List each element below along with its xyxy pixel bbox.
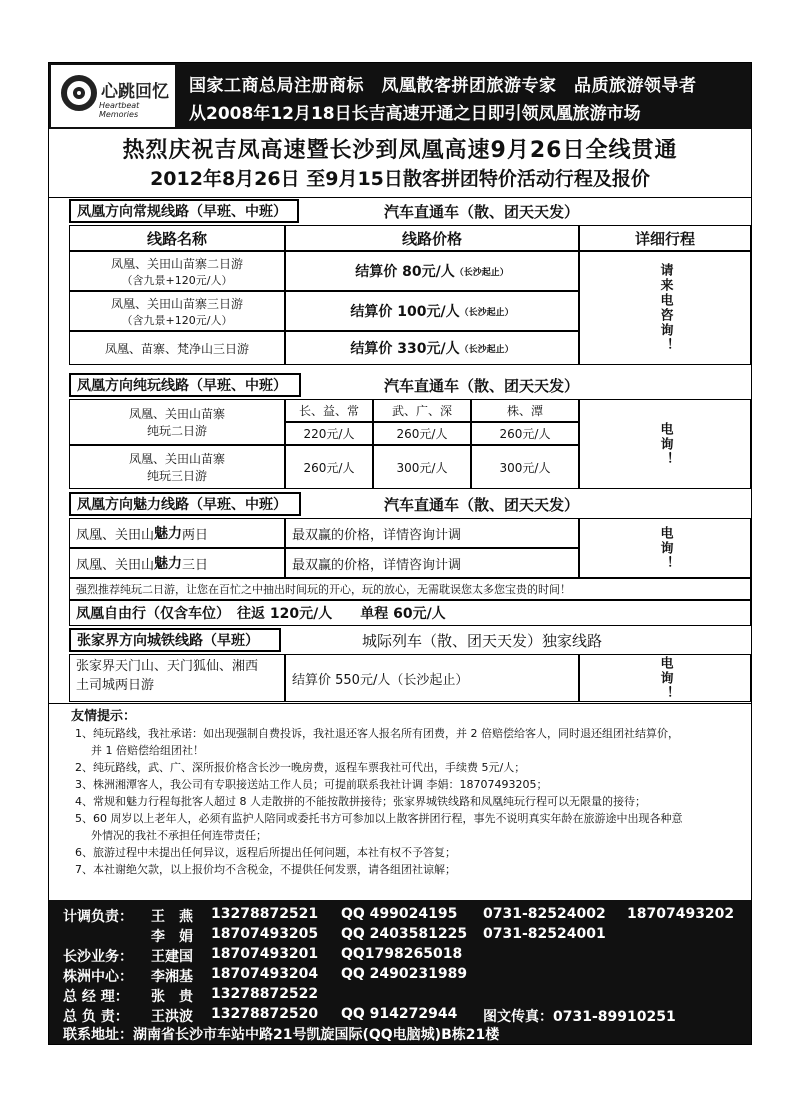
contact-role: 总 经 理： — [63, 989, 129, 1005]
contact-tel: 0731-82524001 — [483, 926, 606, 942]
section2-label: 凤凰方向纯玩线路（早班、中班） — [69, 373, 301, 397]
logo-subtitle: Heartbeat Memories — [99, 101, 140, 119]
tip-item: 7、本社谢绝欠款，以上报价均不含税金，不提供任何发票，请各组团社谅解； — [75, 863, 456, 876]
header-banner — [49, 63, 751, 129]
route-row — [69, 399, 285, 445]
route-price — [285, 331, 579, 365]
route-name: 凤凰、关田山 — [76, 557, 155, 573]
logo-name: 心跳回忆 — [101, 82, 169, 102]
contact-name: 王洪波 — [151, 1009, 193, 1025]
price-value: 结算价 330元/人 — [350, 341, 460, 357]
route-price: 最双赢的价格，详情咨询计调 — [285, 548, 579, 578]
route-name: 凤凰、关田山 — [76, 527, 155, 543]
sub-title: 2012年8月26日 至9月15日散客拼团特价活动行程及报价 — [150, 168, 650, 190]
route-row — [69, 518, 285, 548]
contact-qq: QQ 2490231989 — [341, 966, 468, 982]
city-group: 武、广、深 — [373, 399, 471, 422]
route-name: 凤凰、关田山苗寨三日游 — [110, 296, 243, 311]
contact-name: 张 贵 — [151, 989, 193, 1005]
contact-name: 王建国 — [151, 949, 193, 965]
route-name: 凤凰、关田山苗寨 — [128, 452, 225, 466]
route-row — [69, 548, 285, 578]
detail-cell — [579, 399, 751, 489]
recommend-note: 强烈推荐纯玩二日游，让您在百忙之中抽出时间玩的开心，玩的放心，无需耽误您太多您宝贵的时间！ — [69, 578, 751, 600]
route-price — [285, 291, 579, 331]
price-cell: 300元/人 — [471, 445, 579, 489]
flyer — [48, 62, 752, 1045]
price-cell: 260元/人 — [373, 422, 471, 445]
contact-phone: 13278872522 — [211, 986, 319, 1002]
contact-name: 李 娟 — [151, 929, 193, 945]
route-price: 结算价 550元/人（长沙起止） — [285, 654, 579, 702]
contact-phone: 18707493205 — [211, 926, 319, 942]
contact-phone: 13278872520 — [211, 1006, 319, 1022]
tip-item: 外情况的我社不承担任何连带责任； — [91, 829, 267, 842]
route-sub: （含九景+120元/人） — [121, 273, 233, 287]
tips-block — [49, 708, 751, 878]
route-row — [69, 445, 285, 489]
tip-item: 3、株洲湘潭客人，我公司有专职接送站工作人员；可提前联系我社计调 李娟：18707493205； — [75, 778, 548, 791]
route-name: 凤凰、关田山苗寨 — [128, 407, 225, 421]
route-highlight: 魅力 — [154, 556, 183, 572]
price-cell: 260元/人 — [471, 422, 579, 445]
section3-label: 凤凰方向魅力线路（早班、中班） — [69, 492, 301, 516]
price-value: 结算价 80元/人 — [355, 264, 455, 280]
section4-transport: 城际列车（散、团天天发）独家线路 — [362, 631, 603, 650]
tip-item: 并 1 倍赔偿给组团社！ — [91, 744, 204, 757]
contact-role: 计调负责： — [63, 909, 133, 925]
contact-phone: 18707493204 — [211, 966, 319, 982]
contact-fax: 图文传真：0731-89910251 — [483, 1009, 676, 1025]
price-cell: 260元/人 — [285, 445, 373, 489]
tip-item: 1、纯玩路线，我社承诺：如出现强制自费投诉，我社退还客人报名所有团费，并 2 倍赔偿给客人，同时退还组团社结算价， — [75, 727, 679, 740]
contact-qq: QQ 914272944 — [341, 1006, 458, 1022]
main-title: 热烈庆祝吉凤高速暨长沙到凤凰高速9月26日全线贯通 — [122, 138, 678, 163]
contact-extra: 18707493202 — [627, 906, 735, 922]
detail-text: 电询！ — [657, 525, 673, 571]
price-cell: 300元/人 — [373, 445, 471, 489]
price-note: （长沙起止） — [459, 307, 514, 318]
route-price — [285, 251, 579, 291]
price-cell: 220元/人 — [285, 422, 373, 445]
slogan-line-1: 国家工商总局注册商标 凤凰散客拼团旅游专家 品质旅游领导者 — [189, 76, 697, 96]
section4-label: 张家界方向城铁线路（早班） — [69, 628, 281, 652]
route-row — [69, 654, 285, 702]
contact-block — [49, 900, 751, 1044]
city-group: 株、潭 — [471, 399, 579, 422]
contact-name: 李湘基 — [151, 969, 193, 985]
contact-phone: 18707493201 — [211, 946, 319, 962]
route-days: 两日 — [182, 527, 209, 543]
section3-transport: 汽车直通车（散、团天天发） — [384, 495, 580, 514]
route-name: 凤凰、关田山苗寨二日游 — [110, 256, 243, 271]
price-value: 结算价 100元/人 — [350, 304, 460, 320]
detail-cell — [579, 654, 751, 702]
contact-role: 长沙业务： — [63, 949, 133, 965]
contact-tel: 0731-82524002 — [483, 906, 606, 922]
route-row — [69, 331, 285, 365]
price-note: （长沙起止） — [459, 344, 514, 355]
tip-item: 5、60 周岁以上老年人，必须有监护人陪同或委托书方可参加以上散客拼团行程，事先不说明真实年龄在旅游途中出现各种意 — [75, 812, 683, 825]
tip-item: 2、纯玩路线，武、广、深所报价格含长沙一晚房费，返程车票我社可代出，手续费 5元/人； — [75, 761, 526, 774]
route-row — [69, 251, 285, 291]
section1-label: 凤凰方向常规线路（早班、中班） — [69, 199, 299, 223]
contact-phone: 13278872521 — [211, 906, 319, 922]
route-row — [69, 291, 285, 331]
col-route-price: 线路价格 — [285, 225, 579, 251]
free-travel: 凤凰自由行（仅含车位） 往返 120元/人 单程 60元/人 — [69, 600, 751, 626]
contact-qq: QQ 499024195 — [341, 906, 458, 922]
city-group: 长、益、常 — [285, 399, 373, 422]
tips-title: 友情提示： — [71, 709, 137, 724]
detail-text: 请来电咨询！ — [657, 263, 673, 353]
route-sub: 纯玩二日游 — [146, 424, 207, 438]
logo — [51, 65, 175, 127]
price-note: （长沙起止） — [454, 267, 509, 278]
detail-text: 电询！ — [657, 655, 673, 701]
tip-item: 4、常规和魅力行程每批客人超过 8 人走散拼的不能按散拼接待；张家界城铁线路和凤凰纯玩行程可以无限量的接待； — [75, 795, 646, 808]
route-sub: 土司城两日游 — [76, 678, 155, 693]
contact-qq: QQ1798265018 — [341, 946, 463, 962]
route-name: 凤凰、苗寨、梵净山三日游 — [104, 341, 249, 356]
contact-role: 总 负 责： — [63, 1009, 129, 1025]
detail-cell — [579, 518, 751, 578]
col-detail: 详细行程 — [579, 225, 751, 251]
detail-text: 电询！ — [657, 421, 673, 467]
contact-name: 王 燕 — [151, 909, 193, 925]
detail-cell — [579, 251, 751, 365]
slogan-line-2: 从2008年12月18日长吉高速开通之日即引领凤凰旅游市场 — [189, 104, 641, 124]
col-route-name: 线路名称 — [69, 225, 285, 251]
route-sub: 纯玩三日游 — [146, 469, 207, 483]
route-highlight: 魅力 — [154, 526, 183, 542]
route-name: 张家界天门山、天门狐仙、湘西 — [76, 659, 259, 674]
route-sub: （含九景+120元/人） — [121, 313, 233, 327]
tip-item: 6、旅游过程中未提出任何异议，返程后所提出任何问题，本社有权不予答复； — [75, 846, 456, 859]
section2-transport: 汽车直通车（散、团天天发） — [384, 376, 580, 395]
contact-address: 联系地址：湖南省长沙市车站中路21号凯旋国际(QQ电脑城)B栋21楼 — [63, 1027, 500, 1043]
heart-logo-icon — [61, 75, 97, 111]
contact-qq: QQ 2403581225 — [341, 926, 468, 942]
route-price: 最双赢的价格，详情咨询计调 — [285, 518, 579, 548]
route-days: 三日 — [182, 557, 209, 573]
section1-transport: 汽车直通车（散、团天天发） — [384, 202, 580, 221]
contact-role: 株洲中心： — [63, 969, 133, 985]
